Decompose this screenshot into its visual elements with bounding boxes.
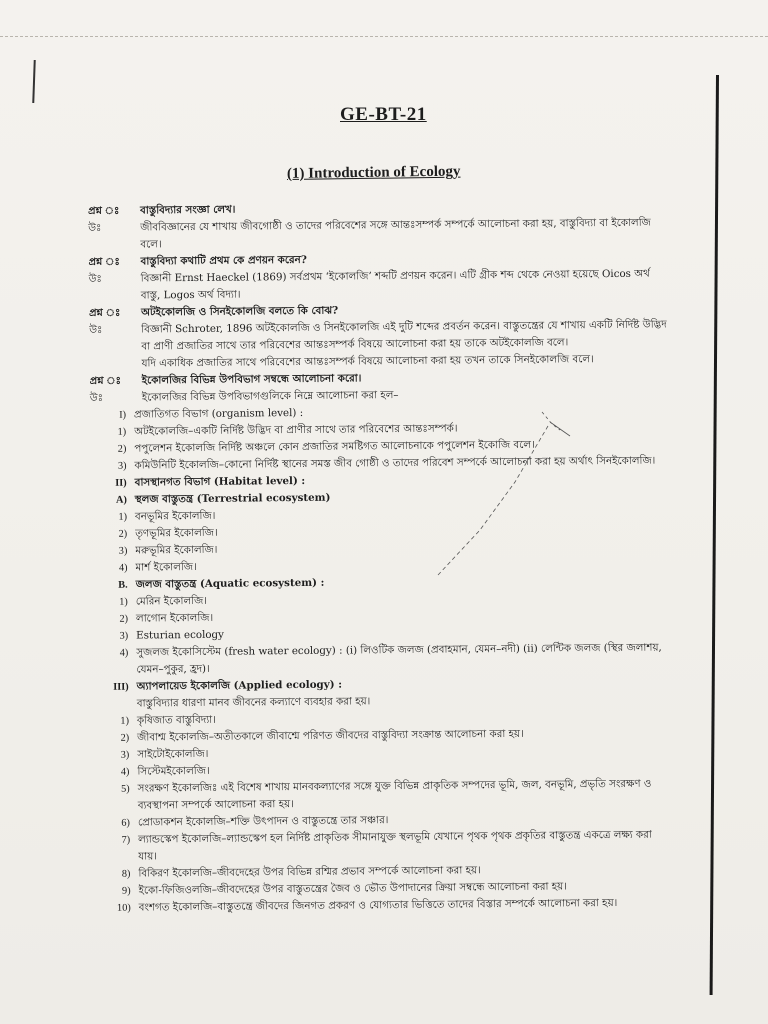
question-tag: প্রশ্ন ঃ bbox=[89, 375, 121, 387]
question-text: বাস্তুবিদ্যার সংজ্ঞা লেখ। bbox=[140, 203, 236, 217]
intro-text: বাস্তুবিদ্যার ধারণা মানব জীবনের কল্যাণে ব্যবহার করা হয়। bbox=[136, 695, 371, 710]
answer-tag: উঃ bbox=[88, 222, 102, 234]
section-marker: I) bbox=[119, 409, 127, 421]
item-number: 3) bbox=[117, 460, 127, 472]
chapter-title: (1) Introduction of Ecology bbox=[286, 163, 461, 182]
item-number: 2) bbox=[117, 443, 127, 455]
answer-text: বাস্তু, Logos অর্থ বিদ্যা। bbox=[140, 288, 241, 302]
answer-tag: উঃ bbox=[89, 324, 103, 336]
subsection-title: জলজ বাস্তুতন্ত্র (Aquatic ecosystem) : bbox=[135, 576, 325, 591]
item-text: তৃণভূমির ইকোলজি। bbox=[135, 526, 218, 540]
item-text: বংশগত ইকোলজি–বাস্তুতন্ত্রে জীবদের জিনগত প্রকরণ ও যোগ্যতার ভিত্তিতে তাদের বিস্তার সম্পর্কে আলোচনা করা হয়। bbox=[138, 896, 618, 914]
item-number: 1) bbox=[117, 426, 127, 438]
item-number: 5) bbox=[120, 783, 130, 795]
item-number: 4) bbox=[119, 647, 129, 659]
item-number: 9) bbox=[121, 885, 131, 897]
item-number: 7) bbox=[121, 834, 131, 846]
question-tag: প্রশ্ন ঃ bbox=[88, 205, 120, 217]
answer-tag: উঃ bbox=[88, 273, 102, 285]
subsection-marker: A) bbox=[115, 494, 127, 506]
answer-text: বিজ্ঞানী Schroter, 1896 অটইকোলজি ও সিনইকোলজি এই দুটি শব্দের প্রবর্তন করেন। বাস্তুতন্ত্রের যে শাখায় একটি নির্দিষ্ট উদ্ভিদ bbox=[141, 318, 667, 336]
item-text: সংরক্ষণ ইকোলজিঃ এই বিশেষ শাখায় মানবকল্যাণের সঙ্গে যুক্ত বিভিন্ন প্রাকৃতিক সম্পদের ভূমি, জল, বনভূমি, প্রভৃতি সংরক্ষণ ও bbox=[137, 777, 652, 795]
item-number: 3) bbox=[120, 749, 130, 761]
item-text: অটইকোলজি–একটি নির্দিষ্ট উদ্ভিদ বা প্রাণীর সাথে তার পরিবেশের আন্তঃসম্পর্ক। bbox=[134, 422, 458, 438]
question-tag: প্রশ্ন ঃ bbox=[89, 307, 121, 319]
item-text: সাইটোইকোলজি। bbox=[137, 747, 209, 761]
answer-text: ইকোলজির বিভিন্ন উপবিভাগগুলিকে নিম্নে আলোচনা করা হল– bbox=[141, 389, 399, 404]
item-text: বিকিরণ ইকোলজি–জীবদেহের উপর বিভিন্ন রশ্মির প্রভাব সম্পর্কে আলোচনা করা হয়। bbox=[138, 864, 481, 880]
item-number: 1) bbox=[118, 511, 128, 523]
item-number: 4) bbox=[120, 766, 130, 778]
section-marker: III) bbox=[113, 681, 129, 693]
subsection-marker: B. bbox=[118, 579, 128, 591]
item-number: 4) bbox=[118, 562, 128, 574]
item-text: মার্শ ইকোলজি। bbox=[135, 560, 197, 574]
item-number: 8) bbox=[121, 868, 131, 880]
question-text: বাস্তুবিদ্যা কথাটি প্রথম কে প্রণয়ন করেন? bbox=[140, 253, 307, 268]
answer-text: বলে। bbox=[140, 238, 162, 251]
question-tag: প্রশ্ন ঃ bbox=[88, 256, 120, 268]
item-text: মেরিন ইকোলজি। bbox=[135, 594, 208, 608]
item-text: ল্যান্ডস্কেপ ইকোলজি–ল্যান্ডস্কেপ হল নির্দিষ্ট প্রাকৃতিক সীমানাযুক্ত স্থলভূমি যেখানে পৃথক পৃথক প্রকৃতির বাস্তুতন্ত্র একত্রে লক্ষ্য করা bbox=[138, 828, 652, 846]
page-top-edge bbox=[0, 36, 768, 37]
course-code: GE-BT-21 bbox=[340, 104, 427, 125]
document-body bbox=[88, 197, 715, 917]
item-number: 10) bbox=[116, 902, 131, 914]
section-title: অ্যাপলায়েড ইকোলজি (Applied ecology) : bbox=[136, 678, 343, 693]
answer-tag: উঃ bbox=[89, 392, 104, 404]
item-number: 2) bbox=[118, 528, 128, 540]
item-text: কৃষিজাত বাস্তুবিদ্যা। bbox=[136, 713, 216, 727]
item-text: Esturian ecology bbox=[136, 628, 225, 642]
item-number: 3) bbox=[118, 545, 128, 557]
answer-text: বিজ্ঞানী Ernst Haeckel (1869) সর্বপ্রথম ‘ইকোলজি’ শব্দটি প্রণয়ন করেন। এটি গ্রীক শব্দ থেকে নেওয়া হয়েছে Oicos অর্থ bbox=[140, 267, 650, 285]
item-number: 1) bbox=[119, 596, 128, 608]
item-text: জীবাশ্ম ইকোলজি–অতীতকালে জীবাশ্মে পরিণত জীবদের বাস্তুবিদ্যা সংক্রান্ত আলোচনা করা হয়। bbox=[137, 727, 524, 744]
item-text: সুজলজ ইকোসিস্টেম (fresh water ecology) : (i) লিওটিক জলজ (প্রবাহমান, যেমন–নদী) (ii) লেন্টিক জলজ (স্থির জলাশয়, bbox=[136, 641, 662, 659]
section-title: বাসস্থানগত বিভাগ (Habitat level) : bbox=[134, 474, 306, 489]
answer-text: বা প্রাণী প্রজাতির সাথে তার পরিবেশের আন্তঃসম্পর্ক বিষয়ে আলোচনা করা হয় তাকে অটইকোলজি বলে। bbox=[141, 336, 569, 353]
answer-text: জীববিজ্ঞানের যে শাখায় জীবগোষ্ঠী ও তাদের পরিবেশের সঙ্গে আন্তঃসম্পর্ক সম্পর্কে আলোচনা করা হয়, বাস্তুবিদ্যা বা ইকোলজি bbox=[140, 216, 651, 234]
section-title: প্রজাতিগত বিভাগ (organism level) : bbox=[133, 406, 304, 421]
item-text: লাগোন ইকোলজি। bbox=[135, 611, 214, 625]
item-text: প্রোডাকশন ইকোলজি–শক্তি উৎপাদন ও বাস্তুতন্ত্রে তার সঞ্চার। bbox=[137, 814, 389, 829]
subsection-title: স্থলজ বাস্তুতন্ত্র (Terrestrial ecosystem) bbox=[134, 491, 331, 506]
question-text: ইকোলজির বিভিন্ন উপবিভাগ সম্বন্ধে আলোচনা করো। bbox=[141, 372, 362, 387]
item-text: যেমন–পুকুর, হ্রদ)। bbox=[136, 662, 210, 676]
answer-text: যদি একাধিক প্রজাতির সাথে পরিবেশের আন্তঃসম্পর্ক বিষয়ে আলোচনা করা হয় তখন তাকে সিনইকোলজি বলে। bbox=[141, 353, 594, 370]
section-marker: II) bbox=[115, 477, 127, 489]
item-text: বনভূমির ইকোলজি। bbox=[134, 509, 216, 523]
item-number: 1) bbox=[120, 715, 130, 727]
question-text: অটইকোলজি ও সিনইকোলজি বলতে কি বোঝ? bbox=[140, 304, 339, 319]
item-text: মরুভূমির ইকোলজি। bbox=[135, 543, 218, 557]
item-text: যায়। bbox=[138, 850, 158, 863]
item-text: সিস্টেমইকোলজি। bbox=[137, 764, 210, 778]
item-text: ইকো-ফিজিওলজি–জীবদেহের উপর বাস্তুতন্ত্রের জৈব ও ভৌত উপাদানের ক্রিয়া সম্বন্ধে আলোচনা করা হয়। bbox=[138, 880, 567, 897]
item-text: ব্যবস্থাপনা সম্পর্কে আলোচনা করা হয়। bbox=[137, 798, 294, 812]
item-number: 2) bbox=[120, 732, 130, 744]
item-text: কমিউনিটি ইকোলজি–কোনো নির্দিষ্ট স্থানের সমস্ত জীব গোষ্ঠী ও তাদের পরিবেশ সম্পর্কে আলোচনা করা হয় অর্থাৎ সিনইকোলজি। bbox=[134, 454, 656, 472]
binding-mark bbox=[32, 60, 35, 103]
item-number: 6) bbox=[121, 817, 131, 829]
item-number: 2) bbox=[119, 613, 129, 625]
item-text: পপুলেশন ইকোলজি নির্দিষ্ট অঞ্চলে কোন প্রজাতির সমষ্টিগত আলোচনাকে পপুলেশন ইকোজি বলে। bbox=[134, 438, 535, 455]
item-number: 3) bbox=[119, 630, 129, 642]
